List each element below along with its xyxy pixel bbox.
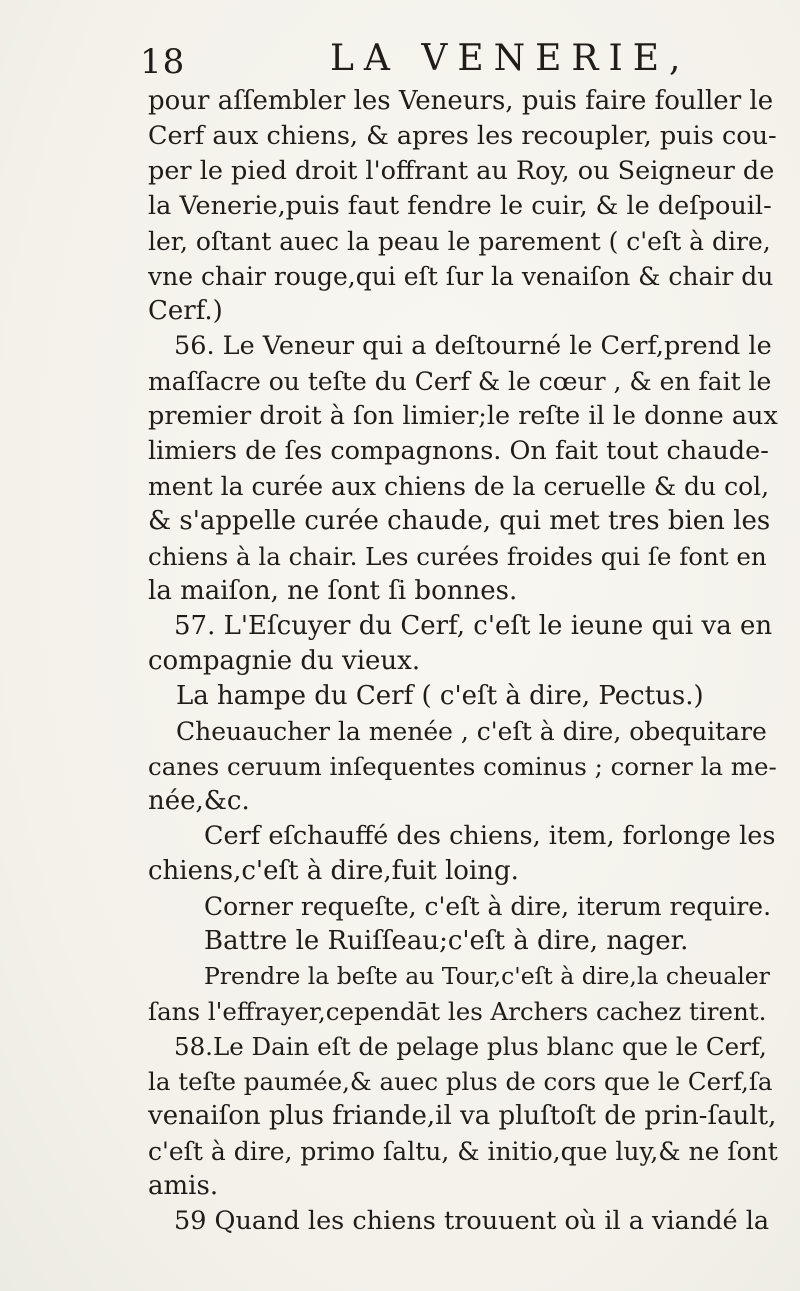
text-line: pour aſſembler les Veneurs, puis faire fouller le [148,86,774,116]
text-line: 57. L'Eſcuyer du Cerf, c'eſt le ieune qui va en [174,611,773,641]
text-line: per le pied droit l'offrant au Roy, ou Seigneur de [148,156,775,186]
text-line: ler, oſtant auec la peau le parement ( c'eſt à dire, [148,227,771,256]
text-line: amis. [148,1171,219,1201]
running-head: LA VENERIE, [330,38,691,79]
page-number: 18 [140,42,186,82]
text-line: maſſacre ou teſte du Cerf & le cœur , & en fait le [148,367,772,396]
page-header [140,38,780,86]
text-line: La hampe du Cerf ( c'eſt à dire, Pectus.) [176,681,704,711]
text-line: née,&c. [148,786,250,816]
text-line: Cerf aux chiens, & apres les recoupler, puis cou- [148,121,777,151]
text-line: c'eſt à dire, primo ſaltu, & initio,que luy,& ne ſont [148,1137,778,1166]
text-line: Cerf eſchauffé des chiens, item, forlonge les [204,821,776,851]
body-text [148,84,778,1239]
text-line: la maiſon, ne ſont ſi bonnes. [148,576,518,606]
text-line: venaiſon plus friande,il va pluſtoſt de prin-ſault, [148,1101,777,1131]
text-line: la Venerie,puis faut fendre le cuir, & le deſpouil- [148,191,772,221]
text-line: Cerf.) [148,296,223,326]
text-line: la teſte paumée,& auec plus de cors que le Cerf,ſa [148,1067,773,1096]
text-line: ſans l'effrayer,cependāt les Archers cachez tirent. [148,997,767,1026]
text-line: vne chair rouge,qui eſt ſur la venaiſon & chair du [148,262,774,291]
text-line: Corner requeſte, c'eſt à dire, iterum require. [204,892,772,921]
text-line: ment la curée aux chiens de la ceruelle & du col, [148,472,770,501]
text-line: & s'appelle curée chaude, qui met tres bien les [148,506,771,536]
text-line: canes ceruum inſequentes cominus ; corner la me- [148,752,777,781]
text-line: Prendre la beſte au Tour,c'eſt à dire,la cheualer [204,962,770,990]
text-line: 56. Le Veneur qui a deſtourné le Cerf,prend le [174,331,772,361]
text-line: premier droit à ſon limier;le reſte il le donne aux [148,401,778,431]
text-line: 59 Quand les chiens trouuent où il a viandé la [174,1206,770,1236]
text-line: chiens à la chair. Les curées froides qui ſe font en [148,542,767,571]
text-line: chiens,c'eſt à dire,fuit loing. [148,856,519,886]
text-line: compagnie du vieux. [148,646,421,676]
text-line: limiers de ſes compagnons. On fait tout chaude- [148,436,769,466]
text-line: Cheuaucher la menée , c'eſt à dire, obequitare [176,717,767,746]
text-line: 58.Le Dain eſt de pelage plus blanc que le Cerf, [174,1032,767,1061]
text-line: Battre le Ruiſſeau;c'eſt à dire, nager. [204,926,689,956]
